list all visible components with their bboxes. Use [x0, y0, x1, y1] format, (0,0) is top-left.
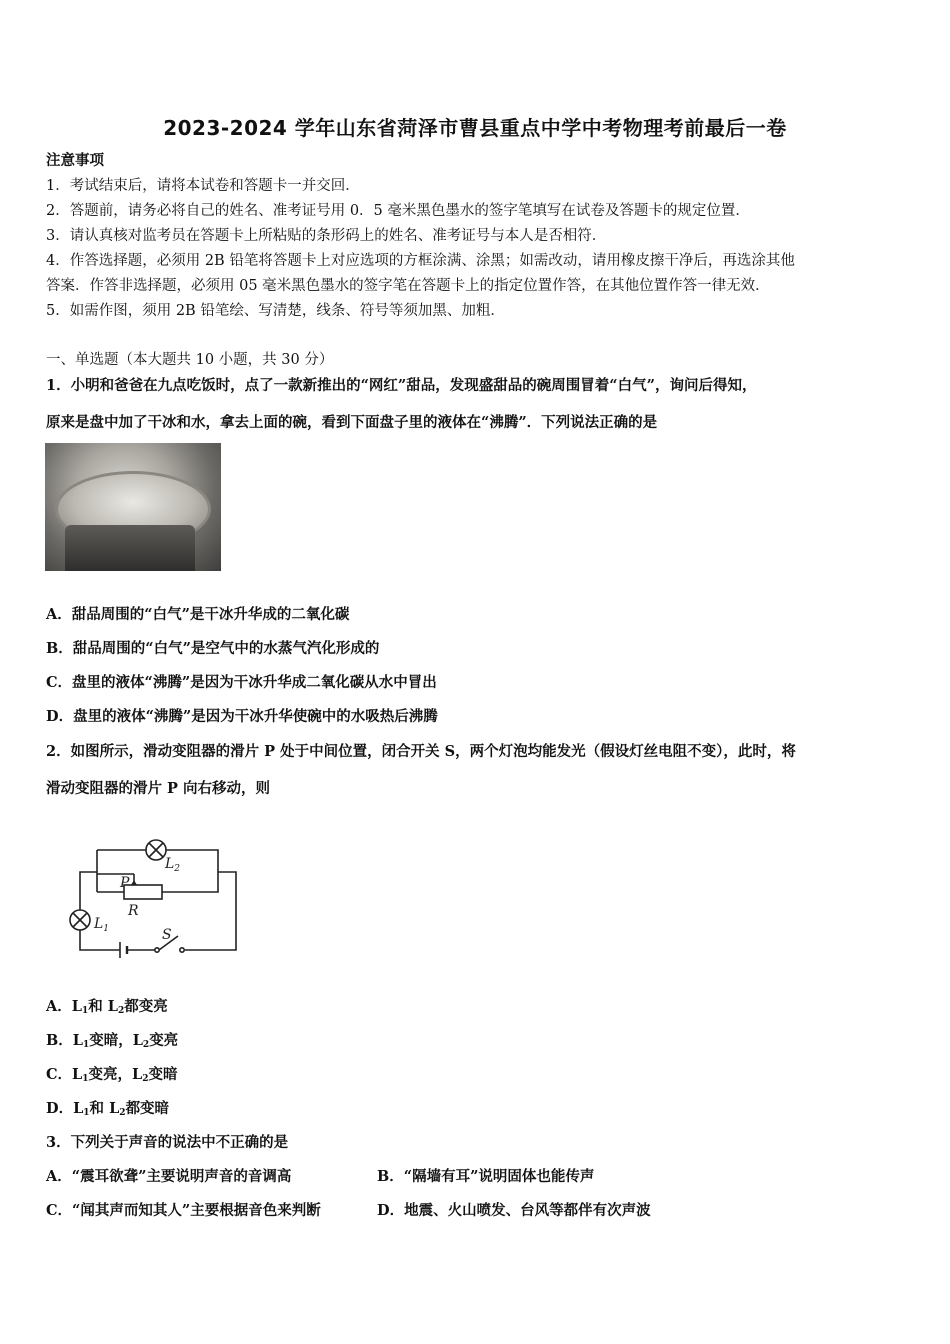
q2-option-d: D．$L_1$和 $L_2$都变暗 — [46, 1100, 170, 1118]
notice-item: 4．作答选择题，必须用 2B 铅笔将答题卡上对应选项的方框涂满、涂黑；如需改动，请用橡皮擦干净后，再选涂其他 — [46, 253, 795, 269]
label-s: S — [162, 927, 172, 943]
q2-option-a: A．$L_1$和 $L_2$都变亮 — [46, 998, 168, 1016]
q2-option-c: C．$L_1$变亮，$L_2$变暗 — [46, 1066, 178, 1084]
q1-option-b: B．甜品周围的“白气”是空气中的水蒸气汽化形成的 — [46, 640, 380, 657]
q1-stem: 原来是盘中加了干冰和水，拿去上面的碗，看到下面盘子里的液体在“沸腾”．下列说法正确的是 — [46, 414, 658, 431]
q1-option-d: D．盘里的液体“沸腾”是因为干冰升华使碗中的水吸热后沸腾 — [46, 708, 438, 725]
label-l1: $L_1$ — [94, 916, 110, 934]
q3-option-a: A．“震耳欲聋”主要说明声音的音调高 — [46, 1168, 292, 1185]
q2-option-b: B．$L_1$变暗，$L_2$变亮 — [46, 1032, 179, 1050]
plate-shape — [65, 525, 195, 571]
section-heading: 一、单选题（本大题共 10 小题，共 30 分） — [46, 352, 334, 368]
label-r: R — [128, 903, 139, 919]
dessert-photo — [45, 443, 221, 571]
q1-option-c: C．盘里的液体“沸腾”是因为干冰升华成二氧化碳从水中冒出 — [46, 674, 437, 691]
notice-item: 5．如需作图，须用 2B 铅笔绘、写清楚，线条、符号等须加黑、加粗． — [46, 303, 505, 319]
circuit-diagram — [60, 822, 250, 967]
q1-stem: 1．小明和爸爸在九点吃饭时，点了一款新推出的“网红”甜品，发现盛甜品的碗周围冒着“白气”，询问后得知， — [46, 377, 757, 394]
page-title: 2023-2024 学年山东省菏泽市曹县重点中学中考物理考前最后一卷 — [163, 116, 787, 140]
notice-item: 2．答题前，请务必将自己的姓名、准考证号用 0．5 毫米黑色墨水的签字笔填写在试卷及答题卡的规定位置． — [46, 203, 750, 219]
q3-option-c: C．“闻其声而知其人”主要根据音色来判断 — [46, 1202, 321, 1219]
notice-item: 3．请认真核对监考员在答题卡上所粘贴的条形码上的姓名、准考证号与本人是否相符． — [46, 228, 607, 244]
label-p: P — [120, 875, 130, 891]
q3-stem: 3．下列关于声音的说法中不正确的是 — [46, 1134, 289, 1151]
q2-stem: 滑动变阻器的滑片 P 向右移动，则 — [46, 780, 270, 797]
label-l2: $L_2$ — [165, 856, 181, 874]
slider-arrow-icon — [131, 880, 137, 885]
notice-item: 答案．作答非选择题，必须用 05 毫米黑色墨水的签字笔在答题卡上的指定位置作答，在其他位置作答一律无效． — [46, 278, 770, 294]
q3-option-b: B．“隔墙有耳”说明固体也能传声 — [377, 1168, 595, 1185]
notice-heading: 注意事项 — [46, 152, 104, 169]
notice-item: 1．考试结束后，请将本试卷和答题卡一并交回． — [46, 178, 360, 194]
q3-option-d: D．地震、火山喷发、台风等都伴有次声波 — [377, 1202, 651, 1219]
q2-stem: 2．如图所示，滑动变阻器的滑片 P 处于中间位置，闭合开关 S，两个灯泡均能发光（假设灯丝电阻不变），此时，将 — [46, 743, 796, 760]
q1-option-a: A．甜品周围的“白气”是干冰升华成的二氧化碳 — [46, 606, 350, 623]
